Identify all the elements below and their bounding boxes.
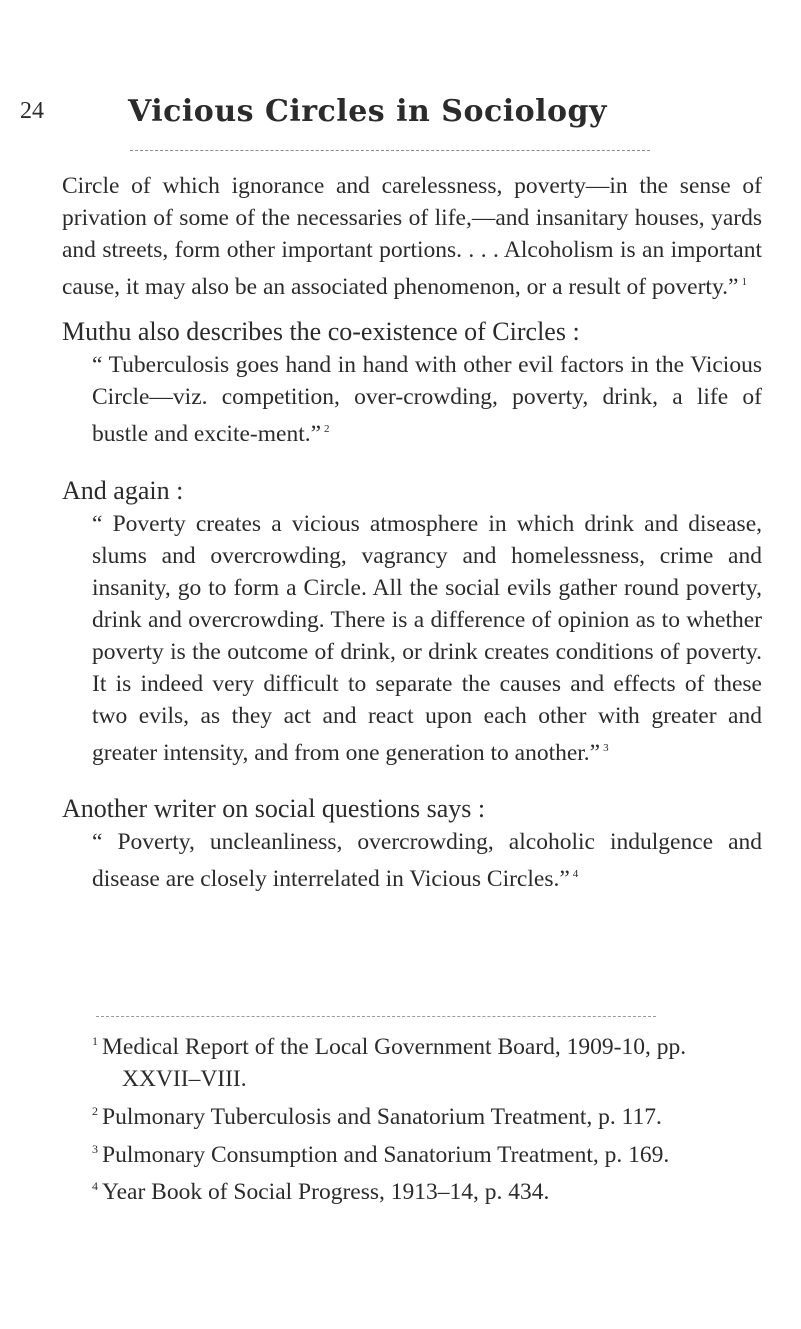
page-header <box>20 94 780 138</box>
footnote <box>86 1170 766 1208</box>
intro-line-muthu: Muthu also describes the co-existence of Circles : <box>62 316 580 346</box>
footnote-text: Medical Report of the Local Government Board, 1909-10, pp. XXVII–VIII. <box>102 1033 687 1092</box>
footnote <box>86 1025 766 1095</box>
paragraph-continuation <box>62 170 762 303</box>
footnote-ref: 4 <box>572 868 579 881</box>
intro-line-another-writer: Another writer on social questions says : <box>62 794 486 824</box>
paragraph-text: Circle of which ignorance and carelessness, poverty—in the sense of privation of some of the necessaries of life,—and insanitary houses, yards and streets, form other important portions. . . . Alcoholism is an important cause, it may also be an associated phenomenon, or a result of poverty.” <box>62 173 762 300</box>
footnote-mark: 3 <box>92 1141 98 1156</box>
footnote-mark: 2 <box>92 1103 98 1118</box>
quote-text: “ Poverty creates a vicious atmosphere in which drink and disease, slums and overcrowding, vagrancy and homelessness, crime and insanity, go to form a Circle. All the social evils gather round poverty, drink and overcrowding. There is a difference of opinion as to whether poverty is the outcome of drink, or drink creates conditions of poverty. It is indeed very difficult to separate the causes and effects of these two evils, as they act and react upon each other with greater and greater intensity, and from one generation to another.” <box>92 510 762 766</box>
quote-poverty <box>62 508 762 769</box>
quote-text: “ Tuberculosis goes hand in hand with other evil factors in the Vicious Circle—viz. competition, over-crowding, poverty, drink, a life of bustle and excite-ment.” <box>92 351 762 447</box>
quote-text: “ Poverty, uncleanliness, overcrowding, alcoholic indulgence and disease are closely interrelated in Vicious Circles.” <box>92 829 762 893</box>
footnote-text: Pulmonary Consumption and Sanatorium Treatment, p. 169. <box>102 1141 670 1168</box>
quote-tuberculosis <box>62 349 762 450</box>
footnote <box>86 1095 766 1133</box>
footnote-ref: 2 <box>324 422 330 435</box>
footnote-rule <box>96 1016 656 1017</box>
footnote-ref: 3 <box>603 741 609 754</box>
intro-line-again: And again : <box>62 475 184 505</box>
quote-uncleanliness <box>62 826 762 895</box>
footnotes <box>86 1025 766 1208</box>
page-number: 24 <box>20 98 44 124</box>
running-title: Vicious Circles in Sociology <box>128 94 607 129</box>
footnote-mark: 4 <box>92 1179 98 1194</box>
footnote-mark: 1 <box>92 1034 98 1048</box>
header-rule <box>130 150 650 151</box>
body-text <box>62 170 762 895</box>
footnote-text: Year Book of Social Progress, 1913–14, p. 434. <box>102 1179 550 1206</box>
footnote-ref: 1 <box>741 276 747 288</box>
footnote-text: Pulmonary Tuberculosis and Sanatorium Treatment, p. 117. <box>102 1103 662 1130</box>
footnote <box>86 1133 766 1171</box>
